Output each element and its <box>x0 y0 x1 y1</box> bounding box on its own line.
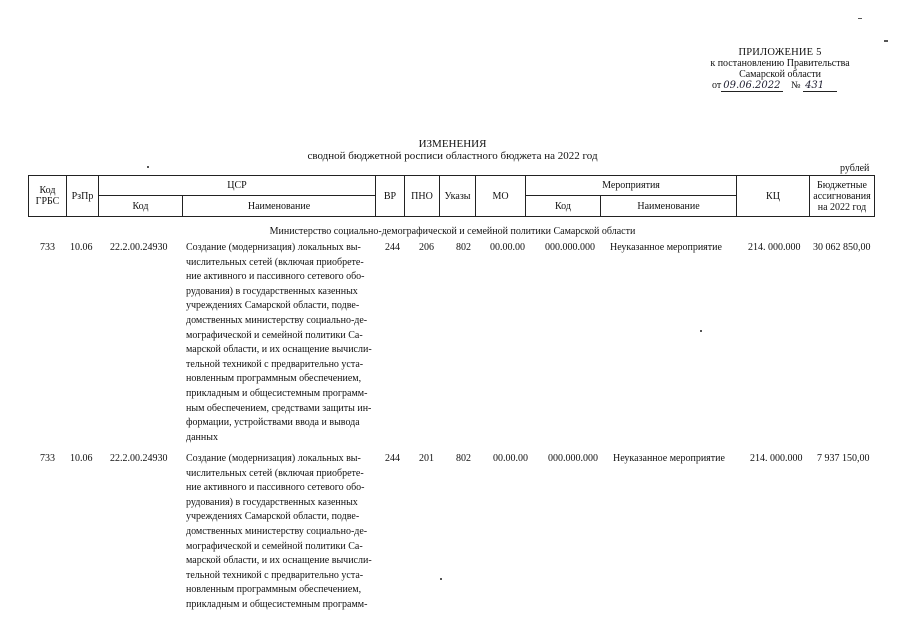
appendix-block <box>700 47 860 92</box>
units-label: рублей <box>840 163 870 174</box>
col-events-code: Код <box>526 196 601 217</box>
col-grbs: Код ГРБС <box>29 176 67 217</box>
row-rzpr: 10.06 <box>70 242 93 253</box>
appendix-title: ПРИЛОЖЕНИЕ 5 <box>738 47 822 58</box>
title-line-1: ИЗМЕНЕНИЯ <box>418 138 487 150</box>
col-events-name: Наименование <box>601 196 737 217</box>
row-grbs: 733 <box>40 453 55 464</box>
col-pno: ПНО <box>405 176 440 217</box>
row-event-code: 000.000.000 <box>545 242 595 253</box>
col-csr-name: Наименование <box>183 196 376 217</box>
name-line: рудования) в государственных казенных <box>186 496 358 508</box>
col-mo: МО <box>476 176 526 217</box>
name-line: учреждениях Самарской области, подве- <box>186 511 360 523</box>
row-mo: 00.00.00 <box>493 453 528 464</box>
row-ukazy: 802 <box>456 453 471 464</box>
name-line: прикладным и общесистемным программ- <box>186 387 368 399</box>
name-line: учреждениях Самарской области, подве- <box>186 300 360 312</box>
name-line: тельной техникой с предварительно уста- <box>186 569 364 581</box>
scan-speck <box>700 330 702 332</box>
table-header <box>28 175 875 217</box>
number-value: 431 <box>803 80 837 92</box>
name-line: марской области, и их оснащение вычисли- <box>186 344 372 356</box>
row-csr-name <box>186 241 376 445</box>
scan-speck <box>858 18 862 19</box>
row-event-name: Неуказанное мероприятие <box>613 453 725 464</box>
row-pno: 201 <box>419 453 434 464</box>
col-vr: ВР <box>376 176 405 217</box>
name-line: новленным программным обеспечением, <box>186 373 362 385</box>
col-csr-code: Код <box>99 196 183 217</box>
col-csr: ЦСР <box>99 176 376 196</box>
number-prefix: № <box>791 80 801 91</box>
row-ukazy: 802 <box>456 242 471 253</box>
date-prefix: от <box>712 80 722 91</box>
scan-speck <box>884 40 888 42</box>
document-title <box>0 138 905 162</box>
scan-speck <box>440 578 442 580</box>
title-line-2: сводной бюджетной росписи областного бюджета на 2022 год <box>307 150 598 162</box>
row-csr-name <box>186 452 376 613</box>
name-line: мографической и семейной политики Са- <box>186 540 363 552</box>
name-line: домственных министерству социально-де- <box>186 314 368 326</box>
name-line: числительных сетей (включая приобрете- <box>186 467 364 479</box>
name-line: домственных министерству социально-де- <box>186 525 368 537</box>
row-rzpr: 10.06 <box>70 453 93 464</box>
row-mo: 00.00.00 <box>490 242 525 253</box>
appendix-date-line <box>700 80 860 92</box>
appendix-line-2: к постановлению Правительства <box>710 58 850 69</box>
name-line: мографической и семейной политики Са- <box>186 329 363 341</box>
name-line: рудования) в государственных казенных <box>186 285 358 297</box>
col-events: Мероприятия <box>526 176 737 196</box>
date-value: 09.06.2022 <box>723 80 781 91</box>
col-rzpr: РзПр <box>67 176 99 217</box>
name-line: тельной техникой с предварительно уста- <box>186 358 364 370</box>
row-amount: 7 937 150,00 <box>817 453 870 464</box>
name-line: Создание (модернизация) локальных вы- <box>186 242 361 253</box>
row-vr: 244 <box>385 453 400 464</box>
row-vr: 244 <box>385 242 400 253</box>
name-line: Создание (модернизация) локальных вы- <box>186 453 361 464</box>
department-heading: Министерство социально-демографической и семейной политики Самарской области <box>269 226 636 237</box>
name-line: ным обеспечением, средствами защиты ин- <box>186 402 372 414</box>
row-csr-code: 22.2.00.24930 <box>110 242 168 253</box>
name-line: данных <box>186 431 218 443</box>
appendix-line-3: Самарской области <box>739 69 821 80</box>
row-pno: 206 <box>419 242 434 253</box>
name-line: формации, устройствами ввода и вывода <box>186 417 360 429</box>
name-line: ние активного и пассивного сетевого обо- <box>186 482 365 494</box>
scan-speck <box>147 166 149 168</box>
col-budget: Бюджетные ассигнования на 2022 год <box>810 176 875 217</box>
col-kc: КЦ <box>737 176 810 217</box>
name-line: марской области, и их оснащение вычисли- <box>186 555 372 567</box>
row-kc: 214. 000.000 <box>750 453 803 464</box>
row-grbs: 733 <box>40 242 55 253</box>
row-kc: 214. 000.000 <box>748 242 801 253</box>
row-event-code: 000.000.000 <box>548 453 598 464</box>
row-amount: 30 062 850,00 <box>813 242 871 253</box>
name-line: ние активного и пассивного сетевого обо- <box>186 271 365 283</box>
row-csr-code: 22.2.00.24930 <box>110 453 168 464</box>
col-ukazy: Указы <box>440 176 476 217</box>
row-event-name: Неуказанное мероприятие <box>610 242 722 253</box>
name-line: новленным программным обеспечением, <box>186 584 362 596</box>
name-line: прикладным и общесистемным программ- <box>186 598 368 610</box>
name-line: числительных сетей (включая приобрете- <box>186 256 364 268</box>
